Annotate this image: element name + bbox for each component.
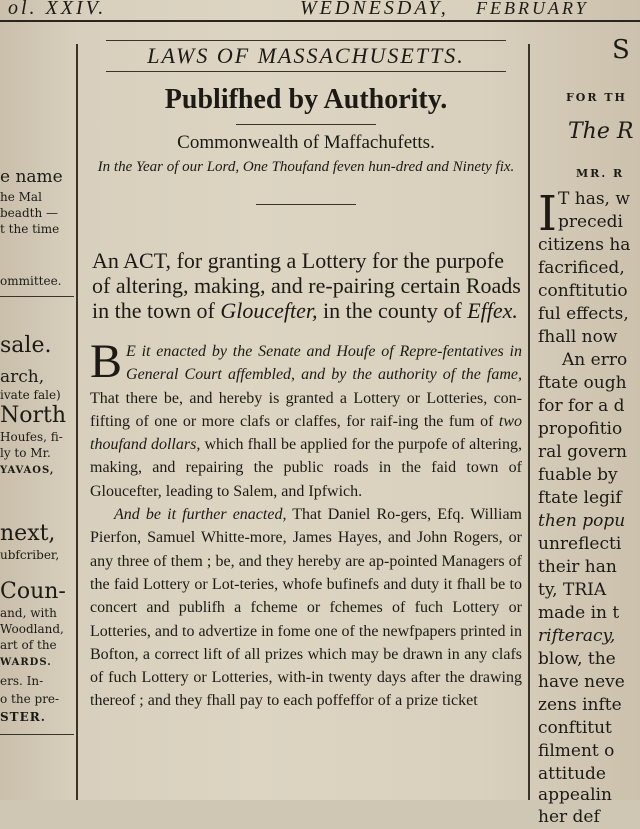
left-line: art of the (0, 638, 57, 652)
left-line: ly to Mr. (0, 446, 51, 460)
left-line: and, with (0, 606, 57, 620)
masthead-day: WEDNESDAY, (300, 0, 449, 19)
further-enacted: And be it further enacted, (114, 506, 287, 524)
right-line: zens infte (538, 695, 622, 715)
right-line: precedi (558, 212, 623, 232)
masthead (0, 0, 640, 22)
right-column (532, 35, 640, 827)
dropcap: B (90, 335, 123, 388)
right-line: attitude (538, 764, 606, 784)
left-line: Woodland, (0, 622, 64, 636)
act-paragraph (90, 335, 523, 503)
right-line: fuable by (538, 465, 618, 485)
paragraph-text: which fhall be applied for the purpofe of altering, making, and repairing the public roads in the faid town of Gloucefter, leading to Salem, and Ipfwich. (90, 436, 523, 500)
right-line: ftate ough (538, 373, 627, 393)
heading-rule (236, 124, 376, 125)
left-line: o the pre- (0, 692, 60, 706)
left-column (0, 40, 74, 800)
paragraph-text: That Daniel Ro-gers, Efq. William Pierfon, Samuel Whitte-more, James Hayes, and John Rogers, or any three of them ; be, and they hereby are ap-pointed Managers of the faid Lottery or Lot-teries, whofe bufinefs and duty it fhall be to concert and publifh a fcheme or fchemes of fuch Lottery or Lotteries, and to advertize in fome one of the newfpapers printed in Bofton, a correct lift of all prizes which may be drawn in any clafs of fuch Lottery or Lotteries, with-in twenty days after the drawing thereof ; and they fhall pay to each poffeffor of a prize ticket (90, 506, 522, 710)
right-line: ty, TRIA (538, 580, 607, 600)
left-line: ommittee. (0, 274, 62, 288)
paragraph-text: That there be, and hereby is granted a Lottery or Lotteries, con-fifting of one or more clafs or claffes, for raif-ing the fum of (90, 389, 522, 430)
right-line: citizens ha (538, 235, 631, 255)
left-line: t the time (0, 222, 60, 236)
left-line: sale. (0, 333, 52, 358)
right-line: propofitio (538, 419, 623, 439)
left-rule (0, 296, 74, 297)
column-rule-left (76, 44, 78, 800)
right-line: FOR TH (566, 91, 627, 104)
right-line: made in t (538, 603, 620, 623)
left-line: STER. (0, 710, 46, 724)
right-line: their han (538, 557, 617, 577)
authority-heading: Publifhed by Authority. (164, 84, 448, 115)
right-dropcap: I (538, 186, 557, 242)
left-line: beadth — (0, 206, 58, 220)
right-line: fhall now (538, 327, 618, 347)
enacting-clause: E it enacted by the Senate and Houfe of Repre-fentatives in General Court affembled, and by the authority of the fame, (126, 343, 522, 384)
right-line: MR. R (576, 167, 625, 180)
right-line: blow, the (538, 649, 616, 669)
right-line: then popu (538, 511, 626, 531)
volume-number: ol. XXIV. (8, 0, 107, 19)
right-line: The R (568, 119, 634, 144)
left-line: Houfes, fi- (0, 430, 63, 444)
heading-rule (256, 204, 356, 205)
act-title-text: An ACT, for granting a Lottery for the purpofe of altering, making, and re-pairing certain Roads in the town of (92, 248, 521, 323)
right-line: for for a d (538, 396, 625, 416)
left-line: ubfcriber, (0, 548, 60, 562)
act-paragraph (90, 503, 522, 713)
left-line: e name (0, 167, 63, 187)
act-body (90, 335, 523, 713)
masthead-month: FEBRUARY (476, 0, 589, 18)
right-line: conftitut (538, 718, 612, 738)
left-line: arch, (0, 367, 45, 387)
right-line: filment o (538, 741, 615, 761)
left-line: he Mal (0, 190, 42, 204)
right-line: facrificed, (538, 258, 625, 278)
act-title-county: Effex. (467, 298, 518, 323)
year-line: In the Year of our Lord, One Thoufand feven hun-dred and Ninety fix. (97, 159, 515, 175)
right-line: An erro (562, 350, 628, 370)
left-line: WARDS. (0, 657, 52, 668)
right-line: rifteracy, (538, 626, 616, 646)
lottery-sum: two thoufand dollars, (90, 412, 522, 454)
left-line: next, (0, 521, 56, 546)
right-line: ftate legif (538, 488, 622, 508)
right-line: her def (538, 807, 600, 827)
right-line: unreflecti (538, 534, 622, 554)
act-title (92, 248, 522, 323)
column-rule-right (528, 44, 530, 800)
section-header: LAWS OF MASSACHUSETTS. (106, 40, 506, 72)
right-line: conftitutio (538, 281, 628, 301)
commonwealth-heading: Commonwealth of Maffachufetts. (177, 132, 435, 153)
left-line: Coun- (0, 579, 66, 604)
left-line: ivate fale) (0, 388, 61, 402)
center-column (86, 36, 526, 800)
act-title-town: Gloucefter, (220, 298, 318, 323)
right-line: ral govern (538, 442, 627, 462)
right-line: appealin (538, 785, 612, 805)
left-line: YAVAOS, (0, 465, 55, 476)
right-line: S (612, 35, 630, 65)
left-line: North (0, 403, 67, 428)
act-title-mid: in the county of (317, 298, 468, 323)
right-line: have neve (538, 672, 625, 692)
right-line: T has, w (558, 189, 630, 209)
left-rule (0, 734, 74, 735)
right-line: ful effects, (538, 304, 629, 324)
left-line: ers. In- (0, 674, 44, 688)
